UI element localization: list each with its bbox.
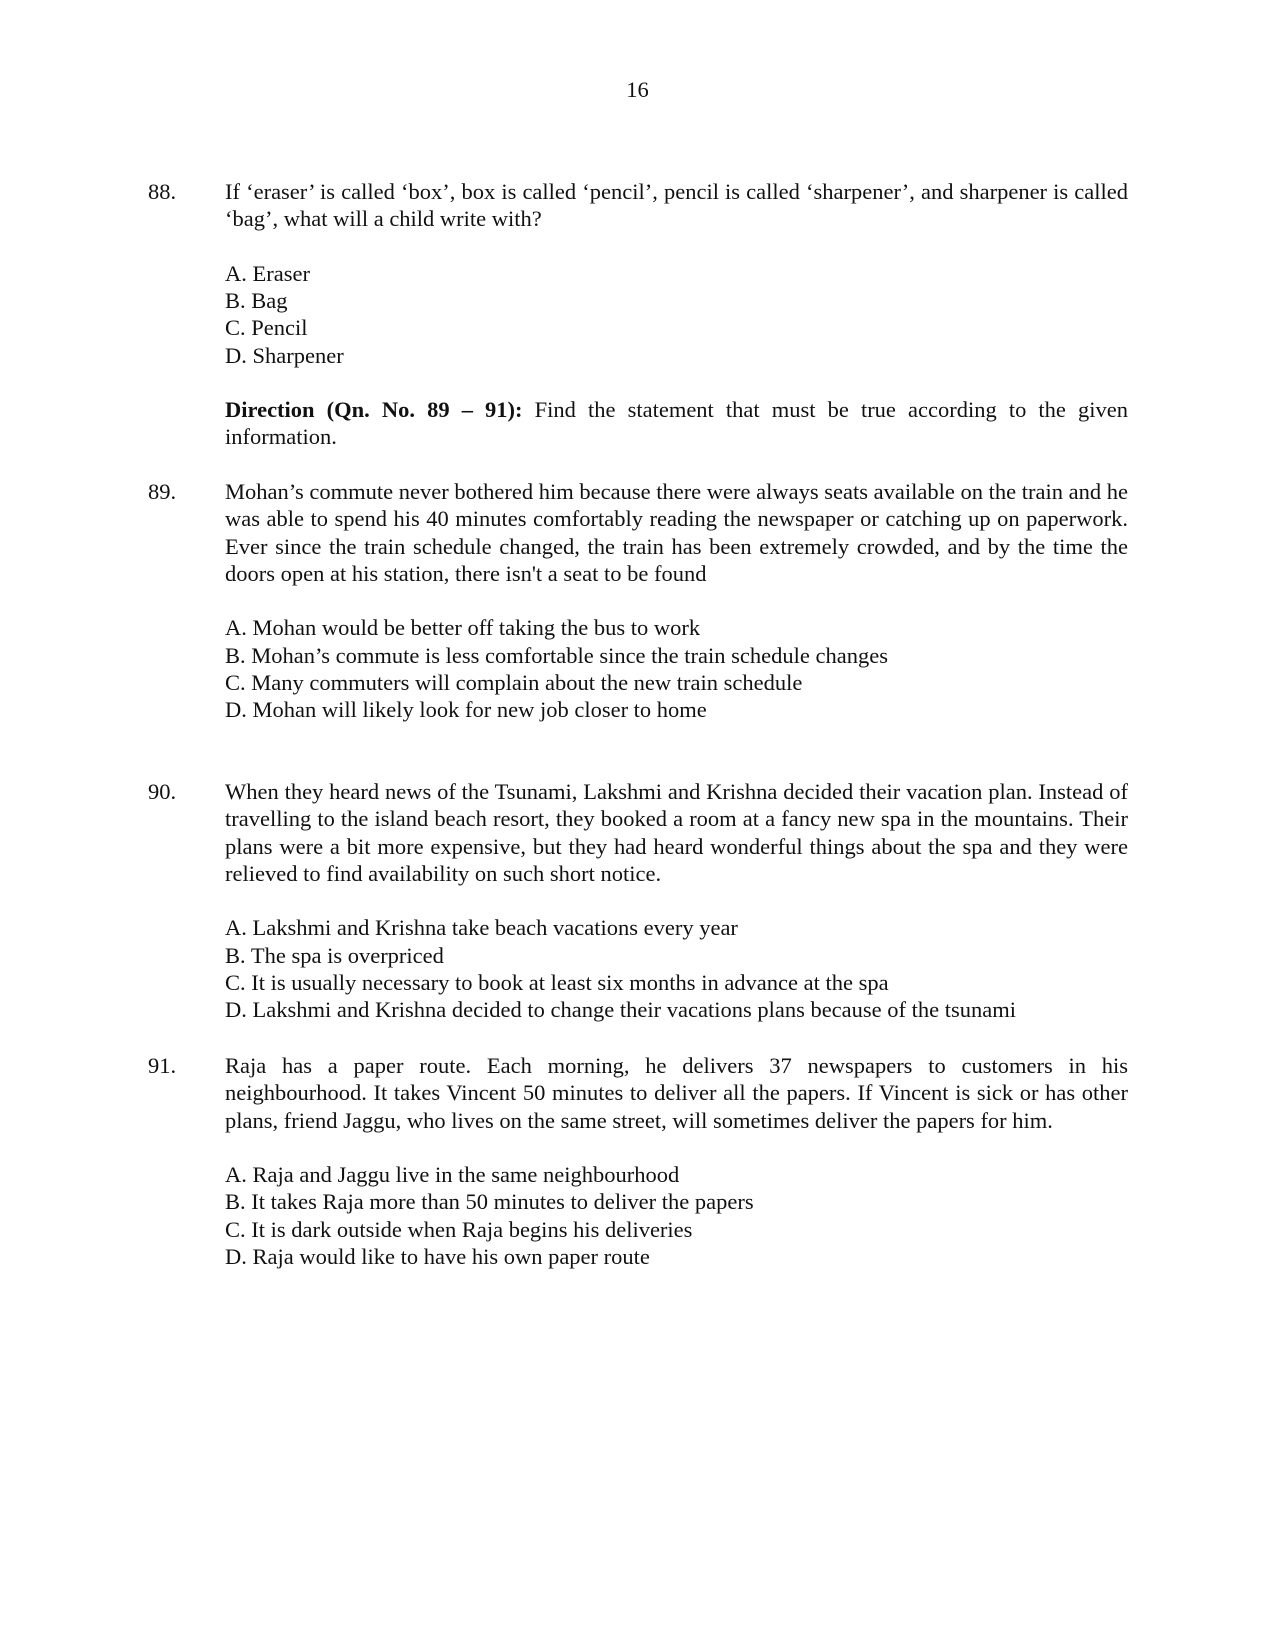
question-text: Mohan’s commute never bothered him because there were always seats available on the train and he was able to spend his 40 minutes comfortably reading the newspaper or catching up on paperwork. Ever since the train schedule changed, the train has been extremely crowded, and by the time the doors open at his station, there isn't a seat to be found xyxy=(225,479,1128,586)
option-c: C. Pencil xyxy=(225,315,308,341)
direction-block xyxy=(148,396,1128,451)
option-a: A. Mohan would be better off taking the bus to work xyxy=(225,615,701,641)
option-d: D. Lakshmi and Krishna decided to change their vacations plans because of the tsunami xyxy=(225,997,1017,1023)
question-number: 88. xyxy=(148,179,177,204)
question-90 xyxy=(148,778,1128,1024)
option-d: D. Sharpener xyxy=(225,342,344,368)
answer-options xyxy=(225,914,1128,1023)
answer-options xyxy=(225,614,1128,723)
option-b: B. Mohan’s commute is less comfortable since the train schedule changes xyxy=(225,642,888,668)
option-a: A. Lakshmi and Krishna take beach vacations every year xyxy=(225,915,738,941)
option-a: A. Raja and Jaggu live in the same neighbourhood xyxy=(225,1162,680,1188)
option-d: D. Mohan will likely look for new job closer to home xyxy=(225,697,707,723)
answer-options xyxy=(225,1161,1128,1270)
option-a: A. Eraser xyxy=(225,260,310,286)
option-c: C. Many commuters will complain about the new train schedule xyxy=(225,670,803,696)
question-number: 90. xyxy=(148,779,177,804)
option-b: B. Bag xyxy=(225,288,288,314)
question-number: 91. xyxy=(148,1053,177,1078)
question-text: When they heard news of the Tsunami, Lakshmi and Krishna decided their vacation plan. Instead of travelling to the island beach resort, they booked a room at a fancy new spa in the mountains. Their plans were a bit more expensive, but they had heard wonderful things about the spa and they were relieved to find availability on such short notice. xyxy=(225,779,1128,886)
direction-text xyxy=(225,396,1128,451)
question-91 xyxy=(148,1052,1128,1270)
question-number: 89. xyxy=(148,479,177,504)
question-text: If ‘eraser’ is called ‘box’, box is called ‘pencil’, pencil is called ‘sharpener’, and sharpener is called ‘bag’, what will a child write with? xyxy=(225,179,1128,232)
option-c: C. It is usually necessary to book at least six months in advance at the spa xyxy=(225,970,889,996)
direction-instruction: Find the statement that must be true according to the given information. xyxy=(225,397,1128,450)
question-text: Raja has a paper route. Each morning, he delivers 37 newspapers to customers in his neighbourhood. It takes Vincent 50 minutes to deliver all the papers. If Vincent is sick or has other plans, friend Jaggu, who lives on the same street, will sometimes deliver the papers for him. xyxy=(225,1053,1128,1133)
option-d: D. Raja would like to have his own paper route xyxy=(225,1244,650,1270)
answer-options xyxy=(225,260,1128,369)
option-b: B. It takes Raja more than 50 minutes to deliver the papers xyxy=(225,1189,754,1215)
option-c: C. It is dark outside when Raja begins his deliveries xyxy=(225,1216,693,1242)
page-number: 16 xyxy=(626,77,649,102)
direction-label: Direction (Qn. No. 89 – 91): xyxy=(225,397,523,422)
question-88 xyxy=(148,178,1128,369)
question-89 xyxy=(148,478,1128,724)
option-b: B. The spa is overpriced xyxy=(225,942,444,968)
